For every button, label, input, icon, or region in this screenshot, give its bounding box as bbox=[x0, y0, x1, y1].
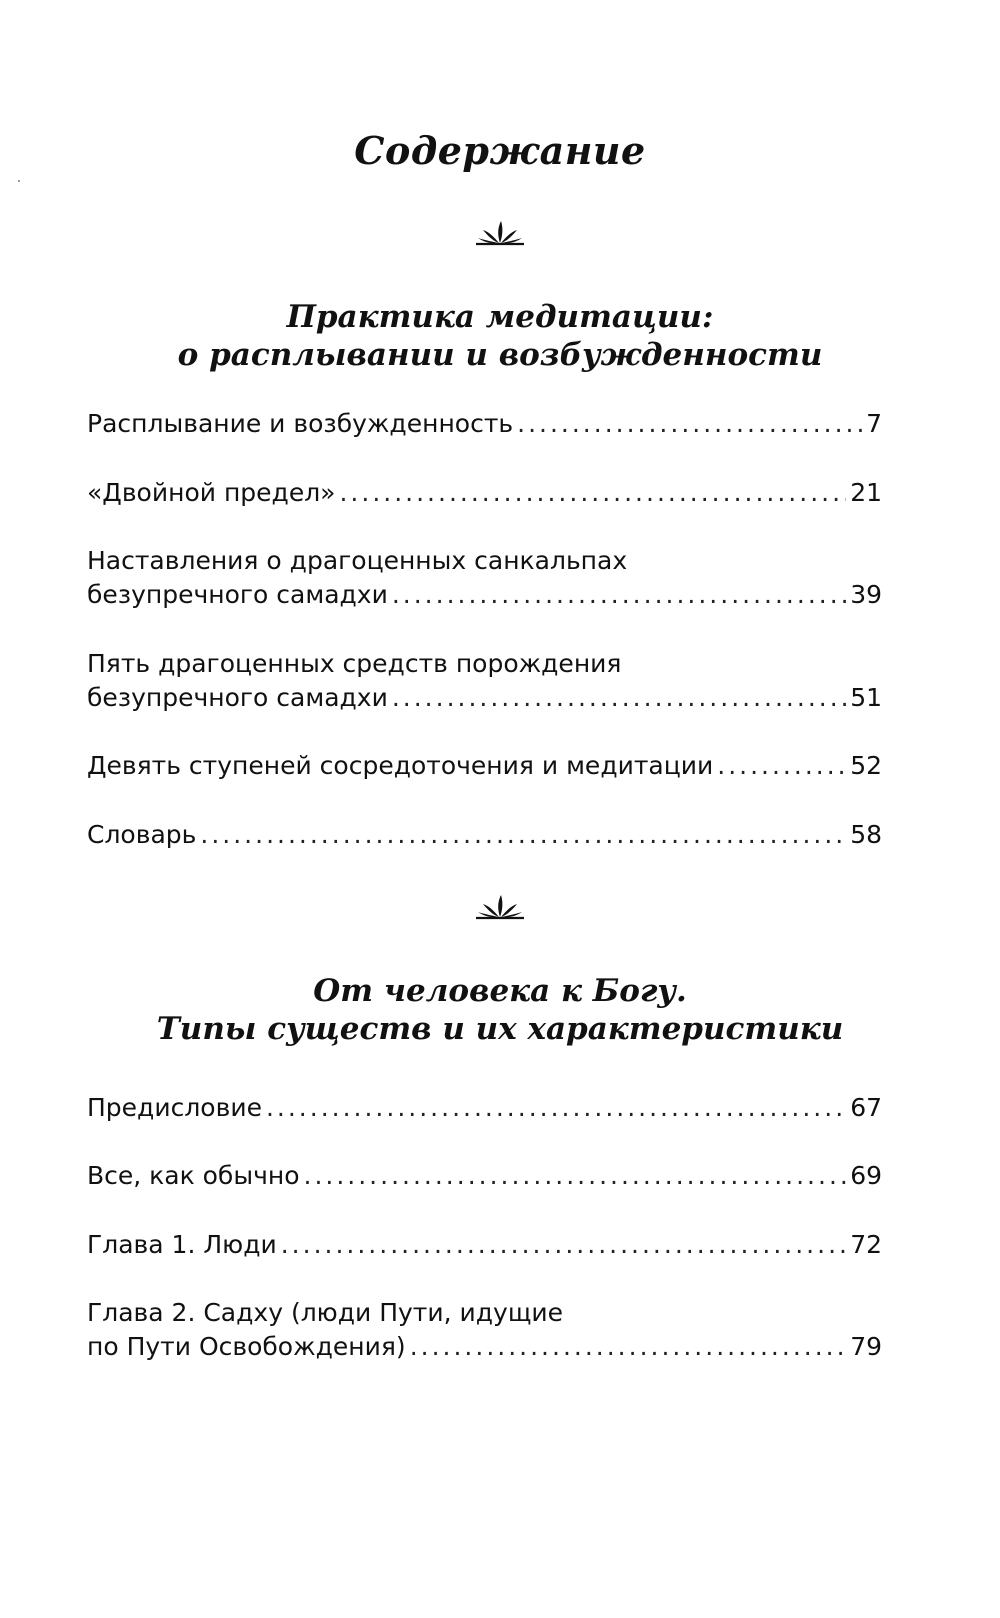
leader-dots bbox=[517, 407, 862, 441]
toc-entry-page: 51 bbox=[850, 683, 882, 712]
toc-entry-page: 21 bbox=[850, 478, 882, 507]
toc-entry[interactable] bbox=[87, 1159, 882, 1193]
toc-entry-label: Все, как обычно bbox=[87, 1161, 300, 1190]
toc-entry-page: 67 bbox=[850, 1093, 882, 1122]
leader-dots bbox=[304, 1159, 847, 1193]
toc-entry-label: «Двойной предел» bbox=[87, 478, 336, 507]
toc-entry-label: Пять драгоценных средств порождения bbox=[87, 649, 622, 678]
toc-entry-page: 69 bbox=[850, 1161, 882, 1190]
toc-entry[interactable] bbox=[87, 1228, 882, 1262]
section-title-line: Типы существ и их характеристики bbox=[156, 1011, 844, 1047]
toc-entry-page: 58 bbox=[850, 820, 882, 849]
toc-entry[interactable] bbox=[87, 544, 882, 612]
toc-entry[interactable] bbox=[87, 818, 882, 852]
leader-dots bbox=[200, 818, 846, 852]
toc-entry[interactable] bbox=[87, 749, 882, 783]
toc-entry[interactable] bbox=[87, 1296, 882, 1364]
section-title-line: Практика медитации: bbox=[286, 299, 714, 335]
section-title bbox=[0, 972, 1000, 1048]
lotus-icon bbox=[470, 890, 530, 926]
toc-entry[interactable] bbox=[87, 647, 882, 715]
toc-entry-label: Наставления о драгоценных санкальпах bbox=[87, 546, 628, 575]
toc-entry-label: Глава 2. Садху (люди Пути, идущие bbox=[87, 1298, 564, 1327]
section-title-line: о расплывании и возбужденности bbox=[177, 337, 823, 373]
toc-entry-label: безупречного самадхи bbox=[87, 580, 388, 609]
toc-entry-label: Предисловие bbox=[87, 1093, 262, 1122]
toc-entry-label: Глава 1. Люди bbox=[87, 1230, 277, 1259]
toc-entry-label: Девять ступеней сосредоточения и медитации bbox=[87, 751, 714, 780]
leader-dots bbox=[339, 476, 846, 510]
toc-entry[interactable] bbox=[87, 1091, 882, 1125]
leader-dots bbox=[410, 1330, 847, 1364]
toc-entry-label: безупречного самадхи bbox=[87, 683, 388, 712]
toc-entry[interactable] bbox=[87, 476, 882, 510]
toc-entry-label: по Пути Освобождения) bbox=[87, 1332, 406, 1361]
section-title bbox=[0, 298, 1000, 374]
toc-entry-page: 79 bbox=[850, 1332, 882, 1361]
leader-dots bbox=[717, 749, 846, 783]
page-title: Содержание bbox=[354, 128, 646, 173]
toc-entry-page: 52 bbox=[850, 751, 882, 780]
toc-entry[interactable] bbox=[87, 407, 882, 441]
lotus-icon bbox=[470, 216, 530, 252]
toc-entry-label: Расплывание и возбужденность bbox=[87, 409, 514, 438]
toc-entry-page: 7 bbox=[866, 409, 882, 438]
scan-speck bbox=[18, 180, 20, 182]
leader-dots bbox=[266, 1091, 846, 1125]
leader-dots bbox=[281, 1228, 846, 1262]
toc-entry-page: 72 bbox=[850, 1230, 882, 1259]
leader-dots bbox=[392, 681, 846, 715]
toc-entry-page: 39 bbox=[850, 580, 882, 609]
section-title-line: От человека к Богу. bbox=[313, 973, 687, 1009]
leader-dots bbox=[392, 578, 846, 612]
toc-entry-label: Словарь bbox=[87, 820, 197, 849]
